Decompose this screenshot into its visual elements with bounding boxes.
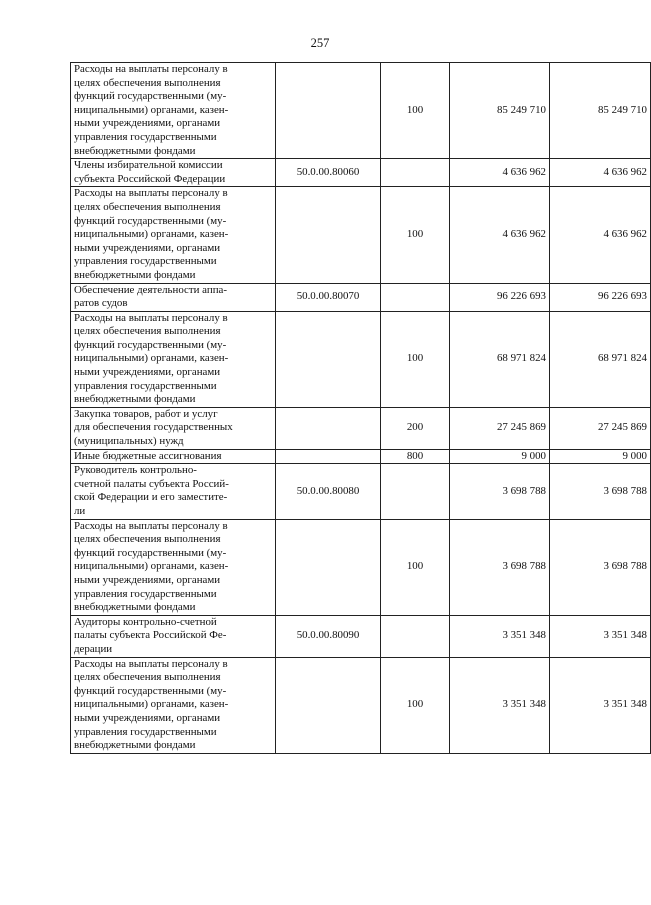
target-code-cell: 50.0.00.80080 bbox=[276, 464, 381, 519]
budget-table-body bbox=[71, 63, 651, 754]
amount-year2-cell: 27 245 869 bbox=[550, 407, 651, 449]
expense-type-cell bbox=[381, 283, 450, 311]
amount-year2-cell: 3 351 348 bbox=[550, 615, 651, 657]
table-row bbox=[71, 187, 651, 283]
expense-type-cell bbox=[381, 159, 450, 187]
amount-year1-cell: 27 245 869 bbox=[450, 407, 550, 449]
amount-year1-cell: 9 000 bbox=[450, 449, 550, 464]
expense-type-cell: 200 bbox=[381, 407, 450, 449]
amount-year1-cell: 68 971 824 bbox=[450, 311, 550, 407]
expense-type-cell: 800 bbox=[381, 449, 450, 464]
target-code-cell: 50.0.00.80070 bbox=[276, 283, 381, 311]
expense-name-cell: Расходы на выплаты персоналу в целях обеспечения выполнения функций государственными (му- ниципальными) органами, казен- ными учреждениями, органами управления государственными внебюджетными фондами bbox=[71, 311, 276, 407]
target-code-cell bbox=[276, 407, 381, 449]
expense-name-cell: Члены избирательной комиссии субъекта Российской Федерации bbox=[71, 159, 276, 187]
expense-name-cell: Аудиторы контрольно-счетной палаты субъекта Российской Фе- дерации bbox=[71, 615, 276, 657]
table-row bbox=[71, 159, 651, 187]
expense-name-cell: Расходы на выплаты персоналу в целях обеспечения выполнения функций государственными (му- ниципальными) органами, казен- ными учреждениями, органами управления государственными внебюджетными фондами bbox=[71, 187, 276, 283]
expense-name-cell: Закупка товаров, работ и услуг для обеспечения государственных (муниципальных) нужд bbox=[71, 407, 276, 449]
amount-year2-cell: 96 226 693 bbox=[550, 283, 651, 311]
amount-year1-cell: 3 351 348 bbox=[450, 615, 550, 657]
amount-year1-cell: 3 698 788 bbox=[450, 519, 550, 615]
expense-type-cell: 100 bbox=[381, 657, 450, 753]
expense-name-cell: Руководитель контрольно- счетной палаты субъекта Россий- ской Федерации и его заместите- ли bbox=[71, 464, 276, 519]
expense-type-cell bbox=[381, 615, 450, 657]
expense-name-cell: Расходы на выплаты персоналу в целях обеспечения выполнения функций государственными (му- ниципальными) органами, казен- ными учреждениями, органами управления государственными внебюджетными фондами bbox=[71, 519, 276, 615]
budget-table bbox=[70, 62, 651, 754]
amount-year1-cell: 4 636 962 bbox=[450, 187, 550, 283]
expense-type-cell: 100 bbox=[381, 519, 450, 615]
amount-year2-cell: 4 636 962 bbox=[550, 159, 651, 187]
expense-name-cell: Расходы на выплаты персоналу в целях обеспечения выполнения функций государственными (му- ниципальными) органами, казен- ными учреждениями, органами управления государственными внебюджетными фондами bbox=[71, 657, 276, 753]
amount-year2-cell: 4 636 962 bbox=[550, 187, 651, 283]
expense-name-cell: Расходы на выплаты персоналу в целях обеспечения выполнения функций государственными (му- ниципальными) органами, казен- ными учреждениями, органами управления государственными внебюджетными фондами bbox=[71, 63, 276, 159]
target-code-cell: 50.0.00.80090 bbox=[276, 615, 381, 657]
amount-year1-cell: 4 636 962 bbox=[450, 159, 550, 187]
table-row bbox=[71, 464, 651, 519]
target-code-cell: 50.0.00.80060 bbox=[276, 159, 381, 187]
amount-year2-cell: 3 698 788 bbox=[550, 519, 651, 615]
target-code-cell bbox=[276, 311, 381, 407]
expense-type-cell bbox=[381, 464, 450, 519]
expense-type-cell: 100 bbox=[381, 311, 450, 407]
target-code-cell bbox=[276, 63, 381, 159]
amount-year1-cell: 3 351 348 bbox=[450, 657, 550, 753]
amount-year2-cell: 3 351 348 bbox=[550, 657, 651, 753]
table-row bbox=[71, 449, 651, 464]
table-row bbox=[71, 519, 651, 615]
expense-name-cell: Иные бюджетные ассигнования bbox=[71, 449, 276, 464]
expense-type-cell: 100 bbox=[381, 63, 450, 159]
amount-year1-cell: 96 226 693 bbox=[450, 283, 550, 311]
table-row bbox=[71, 615, 651, 657]
page-number: 257 bbox=[310, 36, 330, 50]
amount-year2-cell: 68 971 824 bbox=[550, 311, 651, 407]
table-row bbox=[71, 311, 651, 407]
amount-year1-cell: 85 249 710 bbox=[450, 63, 550, 159]
table-row bbox=[71, 657, 651, 753]
table-row bbox=[71, 283, 651, 311]
target-code-cell bbox=[276, 449, 381, 464]
target-code-cell bbox=[276, 519, 381, 615]
amount-year2-cell: 85 249 710 bbox=[550, 63, 651, 159]
amount-year1-cell: 3 698 788 bbox=[450, 464, 550, 519]
amount-year2-cell: 9 000 bbox=[550, 449, 651, 464]
target-code-cell bbox=[276, 657, 381, 753]
expense-name-cell: Обеспечение деятельности аппа- ратов судов bbox=[71, 283, 276, 311]
amount-year2-cell: 3 698 788 bbox=[550, 464, 651, 519]
target-code-cell bbox=[276, 187, 381, 283]
table-row bbox=[71, 63, 651, 159]
expense-type-cell: 100 bbox=[381, 187, 450, 283]
table-row bbox=[71, 407, 651, 449]
